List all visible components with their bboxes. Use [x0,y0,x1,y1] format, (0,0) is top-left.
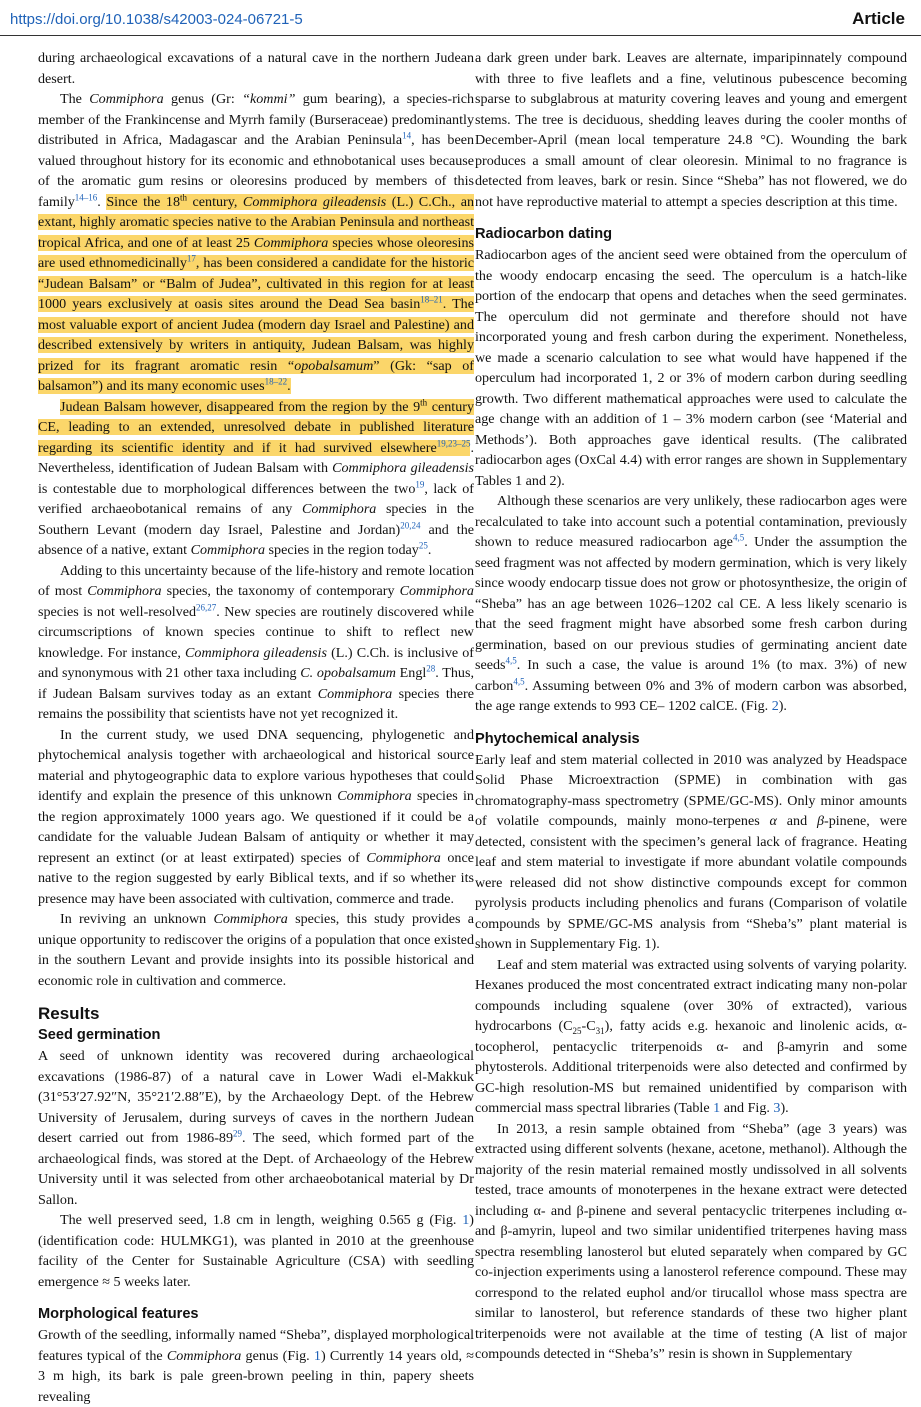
citation-ref[interactable]: 18–21 [420,294,443,305]
citation-ref[interactable]: 19 [415,478,425,489]
subsection-heading-phytochemical-analysis: Phytochemical analysis [475,730,640,747]
header-divider [0,35,921,36]
citation-ref[interactable]: 14–16 [74,191,98,202]
citation-ref[interactable]: 4,5 [513,675,525,686]
highlighted-text: Since the 18th century, Commiphora gileadensis (L.) C.Ch., an extant, highly aromatic species native to the Arabian Peninsula and northeast tropical Africa, and one of at least 25 Commiphora species whose oleoresins are used ethnomedicinally$^{17}$, has been considered a candidate for the historic “Judean Balsam” or “Balm of Judea”, cultivated in this region for at least 1000 years exclusively at oasis sites around the Dead Sea basin$^{18-21}$. The most valuable export of ancient Judea (modern day Israel and Palestine) and described extensively by writers in antiquity, Judean Balsam, was highly prized for its fragrant aromatic resin “opobalsamum” (Gk: “sap of balsamon”) and its many economic uses$^{18-22}$. [38,191,475,394]
citation-ref[interactable]: 17 [186,253,196,264]
paragraph: during archaeological excavations of a natural cave in the northern Judean desert. [38,50,474,87]
table-ref[interactable]: 1 [713,1100,721,1116]
page-header [0,0,921,32]
paragraph: a dark green under bark. Leaves are alternate, imparipinnately compound with three to five leaflets and a fine, velutinous pubescence becoming sparse to subglabrous at maturity covering leaves and young and emergent stems. The tree is deciduous, shedding leaves during the cooler months of December-April (mean local temperature 24.8 °C). Wounding the bark produces a small amount of clear oleoresin. Minimal to no fragrance is detected from leaves, bark or resin. Since “Sheba” has not flowered, we do not have reproductive material to attempt a species description at this time. [475,50,907,210]
citation-ref[interactable]: 14 [402,130,412,141]
left-column [38,48,474,1407]
paragraph: Growth of the seedling, informally named “Sheba”, displayed morphological features typical of the Commiphora genus (Fig. 1) Currently 14 years old, ≈ 3 m high, its bark is pale green-brown peeling in thin, papery sheets revealing [38,1327,474,1405]
citation-ref[interactable]: 28 [426,663,436,674]
paragraph: In the current study, we used DNA sequencing, phylogenetic and phytochemical analysis together with archaeological and historical source material and phytogeographic data to explore various hypotheses that could identify and explain the presence of this unknown Commiphora species in the region approximately 1000 years ago. We questioned if it could be a candidate for the valuable Judean Balsam of antiquity or whether it may represent an extinct (or at least extirpated) species of Commiphora once native to the region suggested by early Biblical texts, and if so whether its presence may have been associated with cultivation, commerce and trade. [38,726,474,907]
paragraph: Leaf and stem material was extracted using solvents of varying polarity. Hexanes produced the most concentrated extract indicating many non-polar compounds including squalene (over 30% of extracted), various hydrocarbons $(C_{25}-C_{31})$, fatty acids e.g. hexanoic and linolenic acids, α-tocopherol, pentacyclic triterpenoids α- and β-amyrin and some phytosterols. Additional triterpenoids were also detected and confirmed by GC-high resolution-MS but remained unidentified by comparison with commercial mass spectral libraries (Table 1 and Fig. 3). [475,956,907,1116]
paragraph: In 2013, a resin sample obtained from “Sheba” (age 3 years) was extracted using different solvents (hexane, acetone, methanol). Although the majority of the resin material remained mostly undissolved in all solvents tested, trace amounts of monoterpenes in the hexane extract were detected including α- and β-pinene and several pentacyclic triterpenes including α- and β-amyrin, lupeol and two similar unidentified triterpenes having mass spectra resembling lanosterol but eluted separately when compared by GC co-injection experiments using a lanosterol reference compound. These may correspond to the related euphol and/or tirucallol whose mass spectra are similar to lanosterol, but reference standards of these two higher plant triterpenoids were not available at the time of testing (A list of major compounds detected in “Sheba’s” resin is shown in Supplementary [475,1120,907,1362]
citation-ref[interactable]: 29 [233,1128,242,1139]
subsection-heading-morphological-features: Morphological features [38,1306,199,1322]
citation-ref[interactable]: 18–22 [264,376,288,387]
figure-ref[interactable]: 2 [771,698,779,714]
citation-ref[interactable]: 26,27 [196,601,217,612]
paragraph: Although these scenarios are very unlikely, these radiocarbon ages were recalculated to take into account such a potential contamination, previously shown to reduce measured radiocarbon age$^{4,5}$. Under the assumption the seed fragment was not affected by modern germination, which is very likely since woody endocarp tissue does not grow or photosynthesize, the origin of “Sheba” has an age between 1026–1202 cal CE. A less likely scenario is that the seed fragment might have absorbed some fresh carbon during germination, based on our previous studies of germinating ancient date seeds$^{4,5}$. In such a case, the value is around 1% (to max. 3%) of new carbon$^{4,5}$. Assuming between 0% and 3% of modern carbon was absorbed, the age range extends to 993 CE– 1202 calCE. (Fig. 2). [475,493,907,714]
figure-ref[interactable]: 3 [773,1100,781,1116]
subsection-heading-radiocarbon-dating: Radiocarbon dating [475,226,613,242]
section-heading-results: Results [38,1004,100,1023]
right-column [475,48,907,1365]
figure-ref[interactable]: 1 [462,1212,470,1228]
paragraph: Judean Balsam however, disappeared from the region by the 9th century CE, leading to an extended, unresolved debate in published literature regarding its scientific identity and if it had survived elsewhere$^{19,23-25}$. Nevertheless, identification of Judean Balsam with Commiphora gileadensis is contestable due to morphological differences between the two$^{19}$, lack of verified archaeobotanical remains of any Commiphora species in the Southern Levant (modern day Israel, Palestine and Jordan)$^{20,24}$ and the absence of a native, extant Commiphora species in the region today$^{25}$. [38,396,475,558]
paragraph: In reviving an unknown Commiphora species, this study provides a unique opportunity to rediscover the origins of a population that once existed in the southern Levant and provide insights into its possible historical and economic role in cultivation and commerce. [38,911,474,989]
citation-ref[interactable]: 4,5 [732,532,745,543]
paragraph: Radiocarbon ages of the ancient seed were obtained from the operculum of the woody endocarp encasing the seed. The operculum is a hatch-like portion of the endocarp that opens and detaches when the seed germinates. The operculum did not germinate and therefore should not have incorporated young and fresh carbon during the experiment. Nonetheless, we made a scenario calculation to see what would have happened if the operculum had incorporated 1, 2 or 3% of modern carbon during seedling growth. Two different mathematical approaches were used to calculate the age change with an addition of 1 – 3% modern carbon (see ‘Material and Methods’). Both approaches gave identical results. (The calibrated radiocarbon ages (OxCal 4.4) with error ranges are shown in Supplementary Tables 1 and 2). [475,247,907,489]
paragraph: The well preserved seed, 1.8 cm in length, weighing 0.565 g (Fig. 1) (identification code: HULMKG1), was planted in 2010 at the greenhouse facility of the Center for Sustainable Agriculture (CSA) with seedling emergence ≈ 5 weeks later. [38,1212,474,1290]
doi-link[interactable]: https://doi.org/10.1038/s42003-024-06721-5 [10,11,303,28]
citation-ref[interactable]: 19,23–25 [436,437,471,448]
highlighted-text: Judean Balsam however, disappeared from the region by the 9th century CE, leading to an extended, unresolved debate in published literature regarding its scientific identity and if it had survived elsewhere$^{19,23-25}$ [38,396,474,456]
paragraph: Adding to this uncertainty because of the life-history and remote location of most Commiphora species, the taxonomy of contemporary Commiphora species is not well-resolved$^{26,27}$. New species are routinely discovered while circumscriptions of known species continue to shift to reflect new knowledge. For instance, Commiphora gileadensis (L.) C.Ch. is inclusive of and synonymous with 21 other taxa including C. opobalsamum Engl$^{28}$. Thus, if Judean Balsam survives today as an extant Commiphora species there remains the possibility that scientists have not yet recognized it. [38,562,474,722]
paragraph: A seed of unknown identity was recovered during archaeological excavations (1986-87) of a natural cave in Lower Wadi el-Makkuk (31°53′27.92″N, 35°21′2.88″E), by the Archaeology Dept. of the Hebrew University of Jerusalem, during surveys of caves in the northern Judean desert carried out from $1986-89^{29}$. The seed, which formed part of the archaeological finds, was stored at the Dept. of Archaeology of the Hebrew University until it was selected from other archaeobotanical material by Dr Sallon. [38,1048,474,1208]
subsection-heading-seed-germination: Seed germination [38,1027,161,1043]
citation-ref[interactable]: 20,24 [400,519,421,530]
citation-ref[interactable]: 4,5 [505,655,517,666]
article-type-label: Article [852,9,905,28]
paragraph: The Commiphora genus (Gr: “kommi” gum bearing), a species-rich member of the Frankincense and Myrrh family (Burseraceae) predominantly distributed in Africa, Madagascar and the Arabian Peninsula$^{14}$, has been valued throughout history for its economic and ethnobotanical uses because of the aromatic gum resins or oleoresins produced by members of this family$^{14-16}$. Since the 18th century, Commiphora gileadensis (L.) C.Ch., an extant, highly aromatic species native to the Arabian Peninsula and northeast tropical Africa, and one of at least 25 Commiphora species whose oleoresins are used ethnomedicinally$^{17}$, has been considered a candidate for the historic “Judean Balsam” or “Balm of Judea”, cultivated in this region for at least 1000 years exclusively at oasis sites around the Dead Sea basin$^{18-21}$. The most valuable export of ancient Judea (modern day Israel and Palestine) and described extensively by writers in antiquity, Judean Balsam, was highly prized for its fragrant aromatic resin “opobalsamum” (Gk: “sap of balsamon”) and its many economic uses$^{18-22}$. [38,91,475,394]
citation-ref[interactable]: 25 [418,540,428,551]
figure-ref[interactable]: 1 [313,1347,321,1364]
paragraph: Early leaf and stem material collected in 2010 was analyzed by Headspace Solid Phase Microextraction (SPME) in combination with gas chromatography-mass spectrometry (SPME/GC-MS). Only minor amounts of volatile compounds, mainly mono-terpenes α and β-pinene, were detected, consistent with the specimen’s general lack of fragrance. Heating leaf and stem material to investigate if more abundant volatile compounds were released did not show distinctive compounds except for common pyrolysis products including phenolics and furans (Comparison of volatile compounds by SPME/GC-MS analysis from “Sheba’s” plant material is shown in Supplementary Fig. 1). [475,751,907,952]
